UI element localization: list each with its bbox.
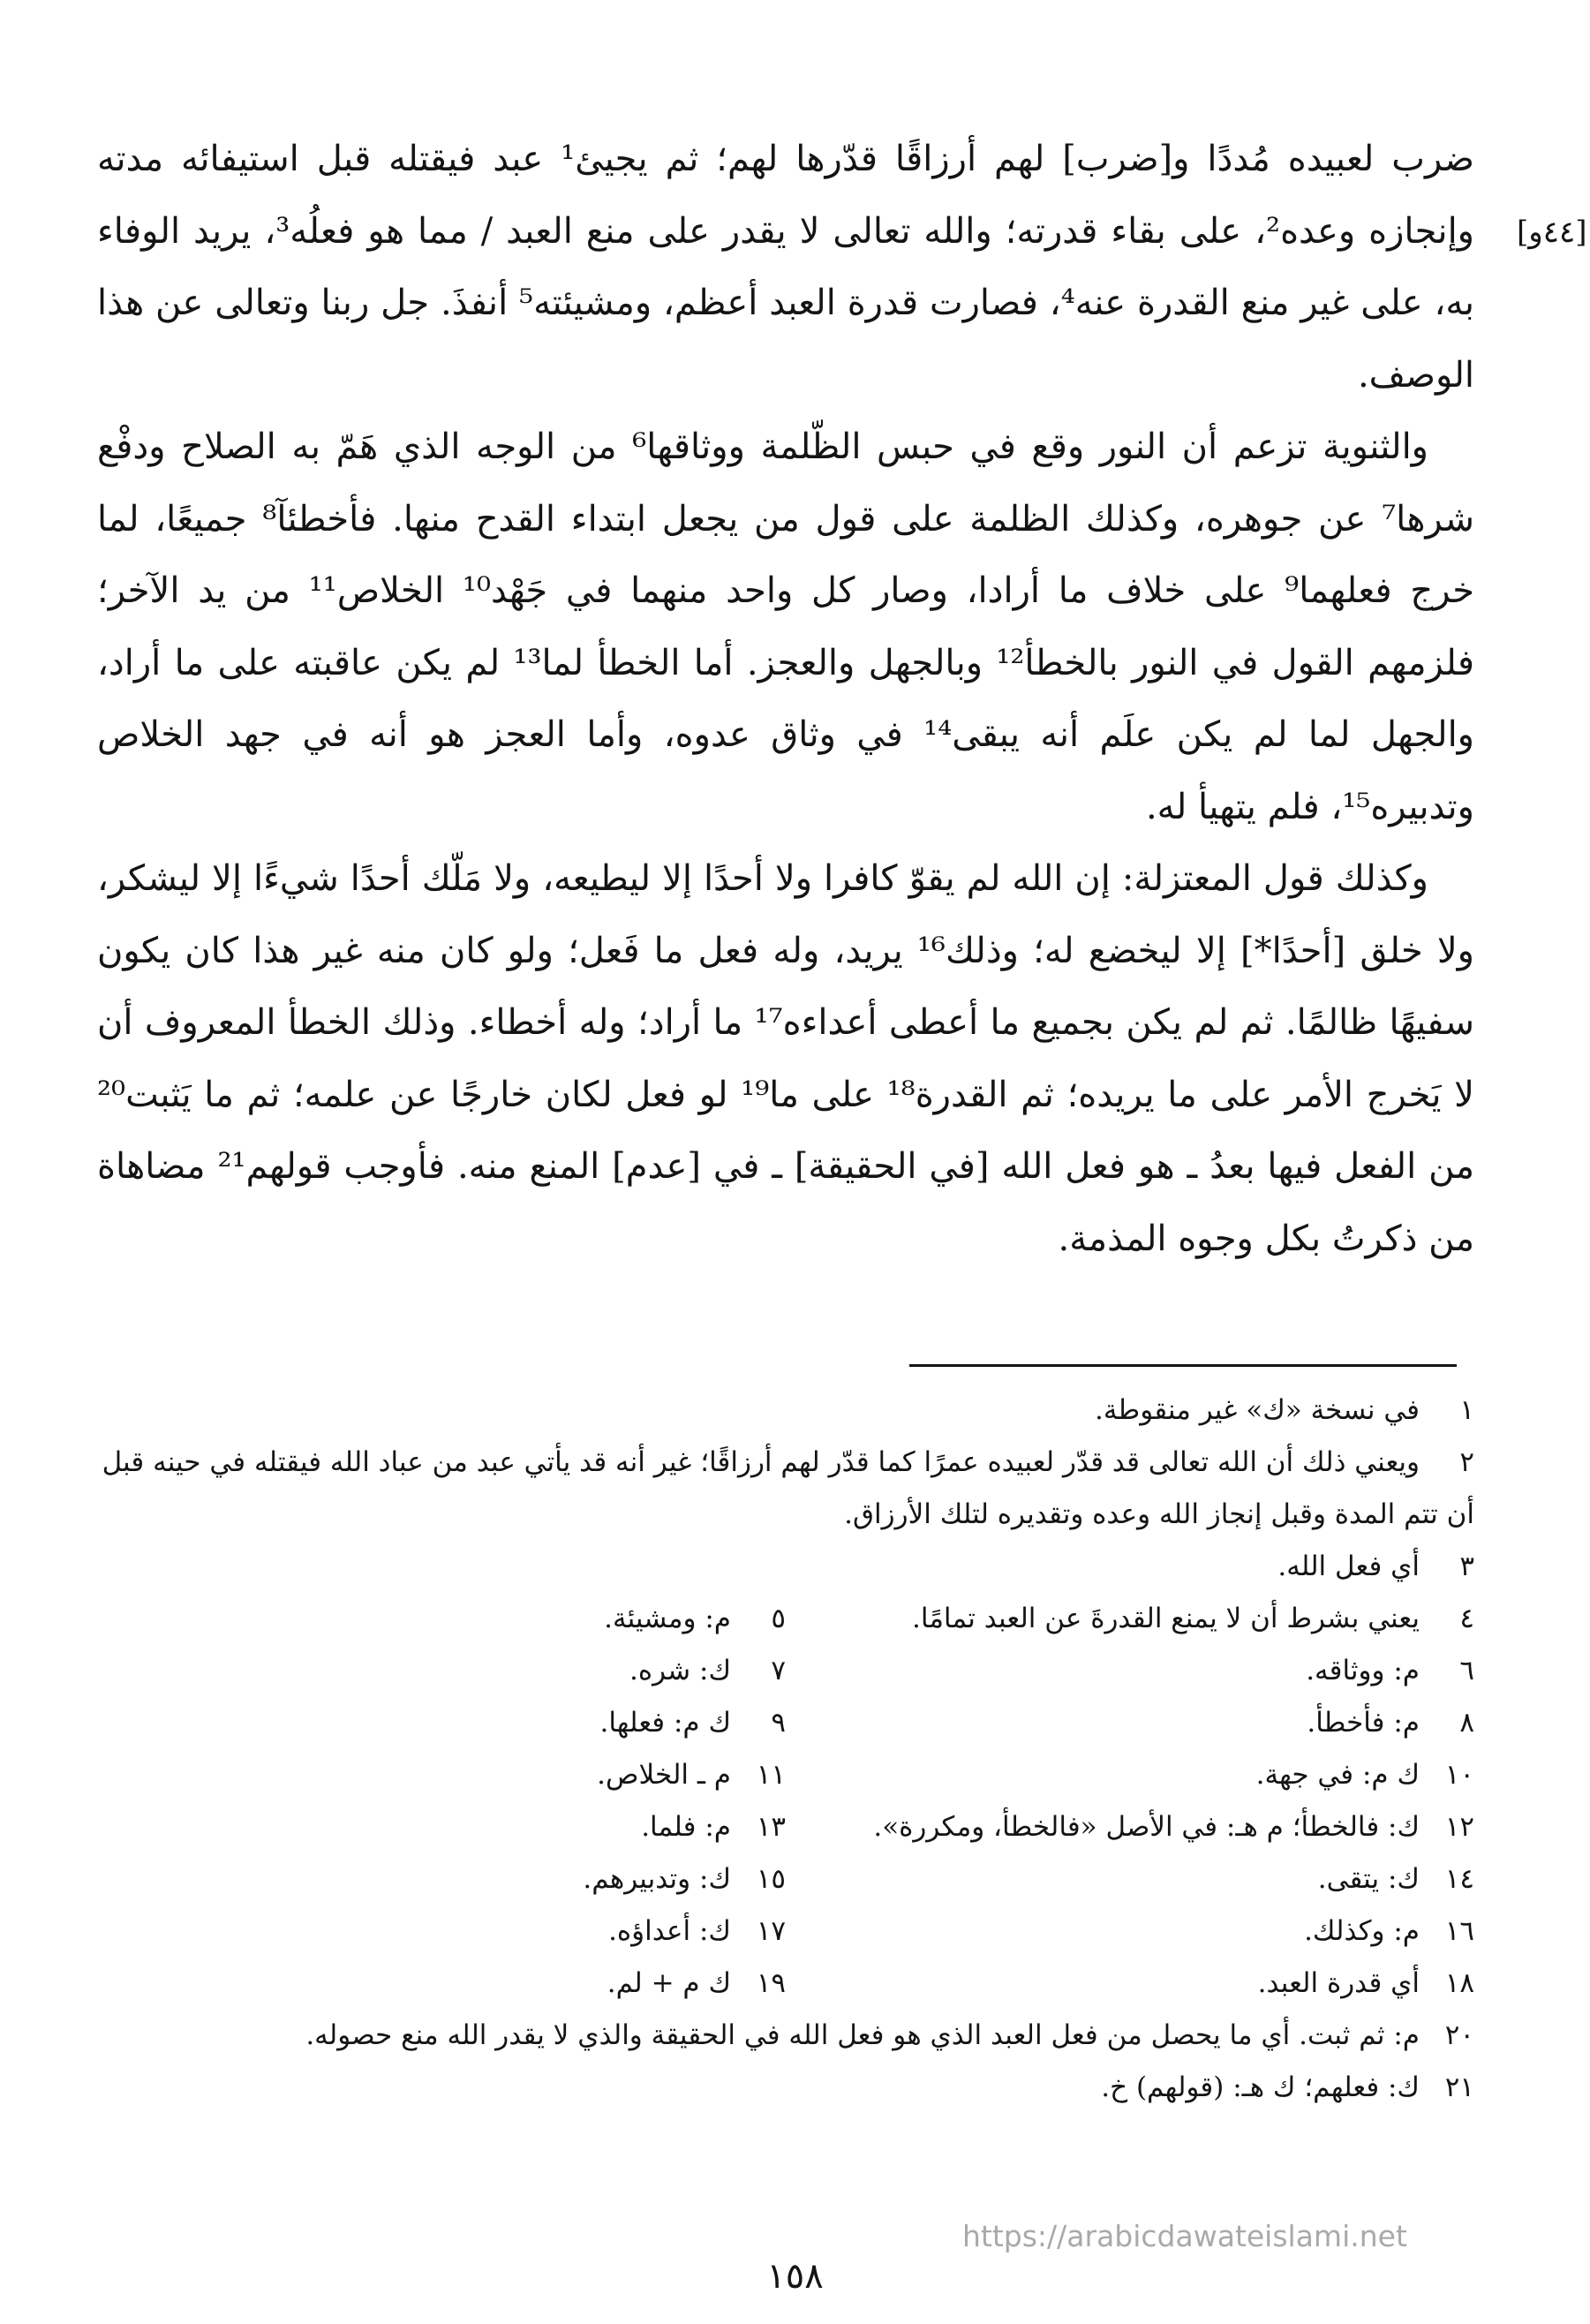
footnote (97, 1645, 786, 1697)
footnote-number: ٦ (1459, 1655, 1474, 1686)
footnote-text: ك: يتقى. (1317, 1863, 1420, 1895)
footnote-number: ١ (1459, 1394, 1474, 1426)
page-number: ١٥٨ (766, 2256, 824, 2297)
footnote-number: ٥ (771, 1603, 786, 1634)
footnote (97, 2010, 1474, 2062)
footnote (97, 1853, 786, 1905)
footnote-text: ك: وتدبيرهم. (583, 1863, 731, 1895)
footnote-number: ١٢ (1444, 1811, 1474, 1843)
footnote-number: ٢٠ (1444, 2019, 1474, 2051)
footnote-text: ك م: في جهة. (1255, 1759, 1420, 1791)
footnote (786, 1853, 1474, 1905)
footnote (97, 1905, 786, 1958)
footnote (97, 1593, 786, 1645)
footnote-text: م: ومشيئة. (604, 1603, 731, 1634)
footnotes (97, 1385, 1474, 2114)
footnote (786, 1801, 1474, 1853)
footnote-text: أي فعل الله. (1277, 1551, 1420, 1582)
footnote (97, 1437, 1474, 1541)
footnote-number: ١٧ (756, 1915, 786, 1947)
footnote-text: ك م: فعلها. (599, 1707, 731, 1739)
footnote-number: ٢١ (1444, 2071, 1474, 2103)
footnote-number: ١٠ (1444, 1759, 1474, 1791)
footnote-text: م: ووثاقه. (1306, 1655, 1420, 1686)
footnote (786, 1645, 1474, 1697)
footnote-number: ٨ (1459, 1707, 1474, 1739)
footnote-number: ٧ (771, 1655, 786, 1686)
footnote-number: ٣ (1459, 1551, 1474, 1582)
footnote-number: ١٦ (1444, 1915, 1474, 1947)
footnote (97, 1541, 1474, 1593)
footnote (786, 1593, 1474, 1645)
paragraph: والثنوية تزعم أن النور وقع في حبس الظّلمة ووثاقها⁶ من الوجه الذي هَمّ به الصلاح ودفْع شرها⁷ عن جوهره، وكذلك الظلمة على قول من يجعل ابتداء القدح منها. فأخطئآ⁸ جميعًا، لما خرج فعلهما⁹ على خلاف ما أرادا، وصار كل واحد منهما في جَهْد¹⁰ الخلاص¹¹ من يد الآخر؛ فلزمهم القول في النور بالخطأ¹² وبالجهل والعجز. أما الخطأ لما¹³ لم يكن عاقبته على ما أراد، والجهل لما لم يكن علَم أنه يبقى¹⁴ في وثاق عدوه، وأما العجز هو أنه في جهد الخلاص وتدبيره¹⁵، فلم يتهيأ له. (97, 426, 1475, 827)
footnote-text: م: ثم ثبت. أي ما يحصل من فعل العبد الذي هو فعل الله في الحقيقة والذي لا يقدر الله منع حصوله. (305, 2019, 1420, 2051)
footnote-number: ١٤ (1444, 1863, 1474, 1895)
footnote-text: ك م + لم. (607, 1967, 731, 1999)
footnote (97, 2062, 1474, 2114)
footnote-text: م: فلما. (641, 1811, 731, 1843)
paragraph: ضرب لعبيده مُددًا و[ضرب] لهم أرزاقًا قدّرها لهم؛ ثم يجيئ¹ عبد فيقتله قبل استيفائه مدته وإنجازه وعده²، على بقاء قدرته؛ والله تعالى لا يقدر على منع العبد / مما هو فعلُه³، يريد الوفاء به، على غير منع القدرة عنه⁴، فصارت قدرة العبد أعظم، ومشيئته⁵ أنفذَ. جل ربنا وتعالى عن هذا الوصف. (97, 139, 1474, 396)
main-text (97, 124, 1474, 1275)
footnote (786, 1905, 1474, 1958)
footnote (97, 1385, 1474, 1437)
footnote-grid (97, 1593, 1474, 2010)
footnote-number: ١٥ (756, 1863, 786, 1895)
footnote-number: ٩ (771, 1707, 786, 1739)
footnote (97, 1958, 786, 2010)
footnote (786, 1697, 1474, 1749)
footnote (97, 1697, 786, 1749)
footnote-text: أي قدرة العبد. (1257, 1967, 1420, 1999)
watermark-url: https://arabicdawateislami.net (962, 2219, 1407, 2253)
footnote-number: ٢ (1459, 1446, 1474, 1478)
footnote-text: م: وكذلك. (1304, 1915, 1420, 1947)
footnote-number: ١١ (756, 1759, 786, 1791)
footnote-text: ك: فعلهم؛ ك هـ: (قولهم) خ. (1101, 2071, 1420, 2103)
footnote-text: ك: فالخطأ؛ م هـ: في الأصل «فالخطأ، ومكررة». (873, 1811, 1420, 1843)
footnote-number: ١٨ (1444, 1967, 1474, 1999)
footnote-text: يعني بشرط أن لا يمنع القدرةَ عن العبد تمامًا. (912, 1603, 1420, 1634)
footnote-text: م: فأخطأ. (1307, 1707, 1420, 1739)
footnote-text: ك: شره. (629, 1655, 731, 1686)
manuscript-folio-reference: [٤٤و] (1517, 215, 1587, 250)
footnote-text: في نسخة «ك» غير منقوطة. (1095, 1394, 1420, 1426)
footnote (786, 1749, 1474, 1801)
footnote-text: ويعني ذلك أن الله تعالى قد قدّر لعبيده عمرًا كما قدّر لهم أرزاقًا؛ غير أنه قد يأتي عبد من عباد الله فيقتله في حينه قبل أن تتم المدة وقبل إنجاز الله وعده وتقديره لتلك الأرزاق. (102, 1446, 1474, 1530)
footnote-number: ٤ (1459, 1603, 1474, 1634)
footnote-text: ك: أعداؤه. (608, 1915, 731, 1947)
footnote (97, 1749, 786, 1801)
footnote-text: م ـ الخلاص. (597, 1759, 731, 1791)
footnote-number: ١٣ (756, 1811, 786, 1843)
footnote (97, 1801, 786, 1853)
paragraph: وكذلك قول المعتزلة: إن الله لم يقوّ كافرا ولا أحدًا إلا ليطيعه، ولا مَلّك أحدًا شيءًا إلا ليشكر، ولا خلق [أحدًا*] إلا ليخضع له؛ وذلك¹⁶ يريد، وله فعل ما فَعل؛ ولو كان منه غير هذا كان يكون سفيهًا ظالمًا. ثم لم يكن بجميع ما أعطى أعداءه¹⁷ ما أراد؛ وله أخطاء. وذلك الخطأ المعروف أن لا يَخرج الأمر على ما يريده؛ ثم القدرة¹⁸ على ما¹⁹ لو فعل لكان خارجًا عن علمه؛ ثم ما يَثبت²⁰ من الفعل فيها بعدُ ـ هو فعل الله [في الحقيقة] ـ في [عدم] المنع منه. فأوجب قولهم²¹ مضاهاة من ذكرتُ بكل وجوه المذمة. (97, 858, 1474, 1259)
footnote-divider (909, 1364, 1457, 1367)
footnote-number: ١٩ (756, 1967, 786, 1999)
footnote (786, 1958, 1474, 2010)
